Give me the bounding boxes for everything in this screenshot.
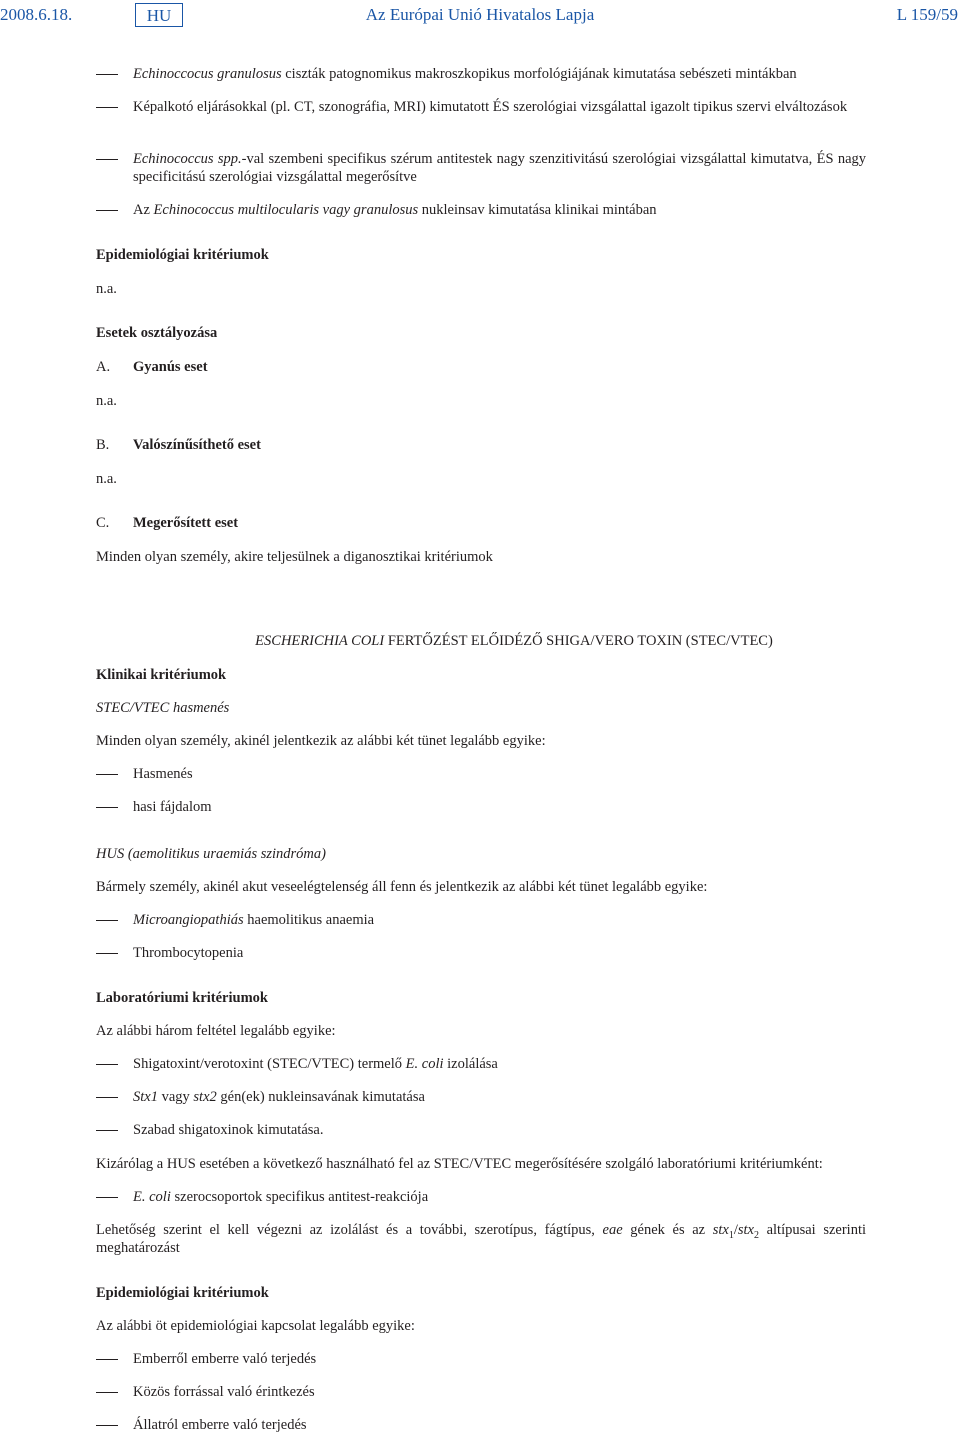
hus-symptom-1: Microangiopathiás haemolitikus anaemia [133, 912, 375, 928]
typing-paragraph: Lehetőség szerint el kell végezni az izolálást és a további, szerotípus, fágtípus, eae gének és az stx$_1$/stx$_2$ altípusai szerinti meghatározást [96, 1222, 866, 1256]
lab-item-1: Shigatoxint/verotoxint (STEC/VTEC) termelő E. coli izolálása [133, 1056, 498, 1072]
lab-criterion-3: Echinococcus spp.-val szembeni specifikus szérum antitestek nagy szenzitivitású szerológiai vizsgálattal kimutatva, ÉS nagy specificitású szerológiai vizsgálattal megerősítve [133, 151, 867, 185]
epi-link-2: Közös forrással való érintkezés [133, 1384, 315, 1400]
bullet-dash [96, 1130, 118, 1131]
class-b-letter: B. [96, 437, 110, 453]
bullet-dash [96, 1359, 118, 1360]
lab-item-2: Stx1 vagy stx2 gén(ek) nukleinsavának kimutatása [133, 1089, 425, 1105]
bullet-dash [96, 807, 118, 808]
class-c-text: Minden olyan személy, akire teljesülnek a diganosztikai kritériumok [96, 549, 493, 565]
lab-criterion-4: Az Echinococcus multilocularis vagy granulosus nukleinsav kimutatása klinikai mintában [133, 202, 657, 218]
hus-subheading: HUS (aemolitikus uraemiás szindróma) [96, 846, 326, 862]
serogroup-item: E. coli szerocsoportok specifikus antitest-reakciója [133, 1189, 429, 1205]
class-b-text: n.a. [96, 471, 117, 487]
class-c-letter: C. [96, 515, 110, 531]
class-a-text: n.a. [96, 393, 117, 409]
bullet-dash [96, 774, 118, 775]
epi-text: n.a. [96, 281, 117, 297]
epi-link-3: Állatról emberre való terjedés [133, 1417, 307, 1433]
bullet-dash [96, 1197, 118, 1198]
page-header [0, 2, 960, 32]
hus-symptom-2: Thrombocytopenia [133, 945, 244, 961]
page-number: L 159/59 [896, 5, 958, 24]
language-badge: HU [135, 3, 183, 27]
bullet-dash [96, 1425, 118, 1426]
diarrhoea-intro: Minden olyan személy, akinél jelentkezik az alábbi két tünet legalább egyike: [96, 733, 546, 749]
lab-intro: Az alábbi három feltétel legalább egyike: [96, 1023, 336, 1039]
bullet-dash [96, 210, 118, 211]
epi-heading-2: Epidemiológiai kritériumok [96, 1285, 269, 1301]
bullet-dash [96, 107, 118, 108]
class-a-letter: A. [96, 359, 111, 375]
epi-heading: Epidemiológiai kritériumok [96, 247, 269, 263]
header-date: 2008.6.18. [0, 5, 73, 24]
bullet-dash [96, 74, 118, 75]
section-title: ESCHERICHIA COLI FERTŐZÉST ELŐIDÉZŐ SHIGA/VERO TOXIN (STEC/VTEC) [255, 633, 773, 649]
class-a-title: Gyanús eset [133, 359, 208, 375]
journal-title: Az Európai Unió Hivatalos Lapja [365, 5, 595, 24]
lab-item-3: Szabad shigatoxinok kimutatása. [133, 1122, 324, 1138]
clinical-heading: Klinikai kritériumok [96, 667, 227, 683]
bullet-dash [96, 1097, 118, 1098]
symptom-diarrhoea: Hasmenés [133, 766, 193, 782]
classification-heading: Esetek osztályozása [96, 325, 218, 341]
symptom-abdominal-pain: hasi fájdalom [133, 799, 212, 815]
bullet-dash [96, 953, 118, 954]
class-c-title: Megerősített eset [133, 515, 239, 531]
bullet-dash [96, 1392, 118, 1393]
bullet-dash [96, 920, 118, 921]
hus-intro: Bármely személy, akinél akut veseelégtelenség áll fenn és jelentkezik az alábbi két tünet legalább egyike: [96, 879, 708, 895]
bullet-dash [96, 159, 118, 160]
class-b-title: Valószínűsíthető eset [133, 437, 261, 453]
hus-only-note: Kizárólag a HUS esetében a következő használható fel az STEC/VTEC megerősítésére szolgáló laboratóriumi kritériumként: [96, 1156, 823, 1172]
diarrhoea-subheading: STEC/VTEC hasmenés [96, 700, 230, 716]
lab-heading: Laboratóriumi kritériumok [96, 990, 268, 1006]
epi-intro: Az alábbi öt epidemiológiai kapcsolat legalább egyike: [96, 1318, 415, 1334]
bullet-dash [96, 1064, 118, 1065]
epi-link-1: Emberről emberre való terjedés [133, 1351, 317, 1367]
lab-criterion-1: Echinoccocus granulosus ciszták patognomikus makroszkopikus morfológiájának kimutatása sebészeti mintákban [133, 66, 797, 82]
lab-criterion-2: Képalkotó eljárásokkal (pl. CT, szonográfia, MRI) kimutatott ÉS szerológiai vizsgálattal igazolt tipikus szervi elváltozások [133, 99, 848, 115]
